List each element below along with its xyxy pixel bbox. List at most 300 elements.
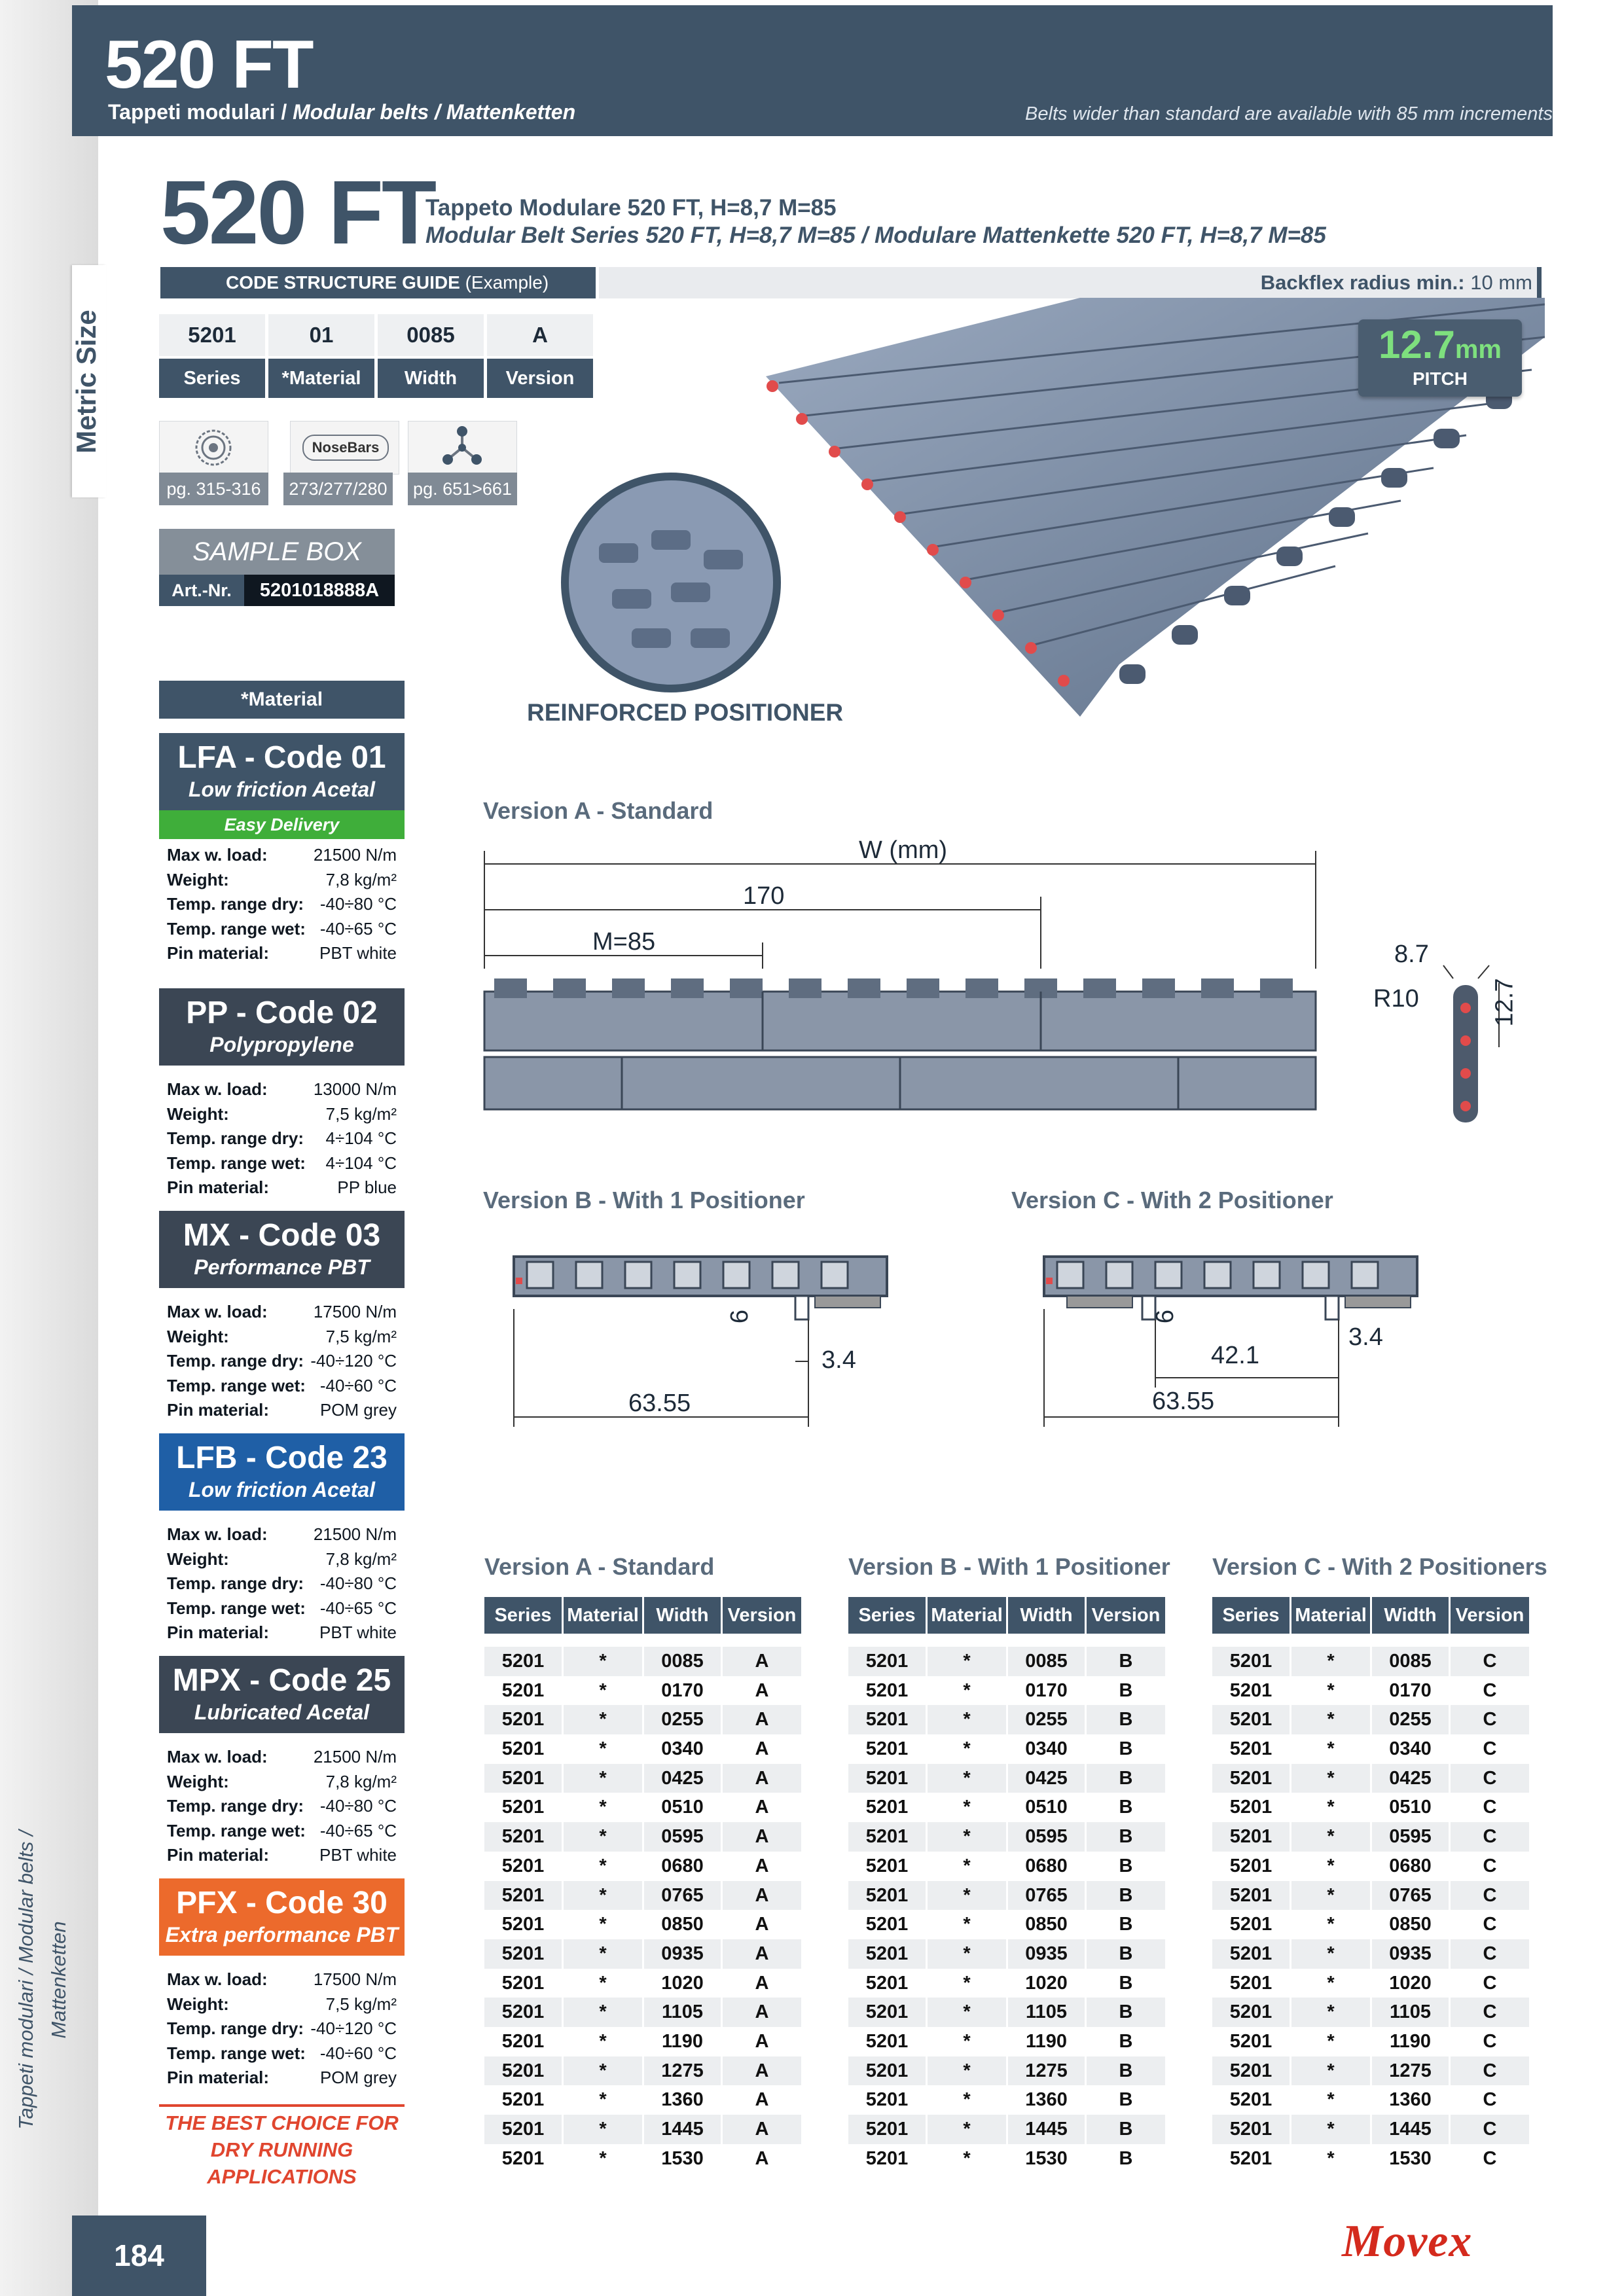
cell-material: * bbox=[928, 1910, 1006, 1939]
table-row bbox=[848, 1969, 1169, 1998]
spec-value: -40÷80 °C bbox=[319, 1573, 397, 1593]
table-row bbox=[484, 1910, 805, 1939]
code-series-label: Series bbox=[159, 359, 265, 398]
sample-box-title: SAMPLE BOX bbox=[159, 529, 395, 575]
cell-series: 5201 bbox=[484, 1822, 562, 1852]
cell-version: B bbox=[1087, 1764, 1165, 1793]
spec-key: Pin material: bbox=[167, 2068, 270, 2087]
cell-version: A bbox=[723, 1705, 801, 1734]
cell-width: 0935 bbox=[644, 1939, 721, 1969]
cell-width: 1105 bbox=[644, 1998, 721, 2027]
table-row bbox=[1212, 1852, 1533, 1881]
table-row bbox=[848, 1764, 1169, 1793]
cell-width: 0935 bbox=[1372, 1939, 1449, 1969]
material-spec bbox=[159, 2066, 405, 2090]
code-guide-example: (Example) bbox=[465, 272, 549, 293]
dim-c-63-55: 63.55 bbox=[1152, 1388, 1215, 1415]
cell-series: 5201 bbox=[484, 2115, 562, 2144]
table-row bbox=[1212, 2056, 1533, 2086]
cell-width: 0680 bbox=[1372, 1852, 1449, 1881]
cell-version: B bbox=[1087, 2144, 1165, 2174]
cell-version: C bbox=[1451, 2056, 1529, 2086]
spec-value: -40÷80 °C bbox=[319, 894, 397, 914]
code-width-label: Width bbox=[378, 359, 484, 398]
cell-version: A bbox=[723, 1852, 801, 1881]
cell-material: * bbox=[928, 1881, 1006, 1910]
dim-b-63-55: 63.55 bbox=[628, 1390, 691, 1417]
table-body bbox=[484, 1647, 805, 2173]
material-spec bbox=[159, 1621, 405, 1645]
cell-material: * bbox=[928, 2144, 1006, 2174]
spec-key: Pin material: bbox=[167, 1400, 270, 1420]
material-spec bbox=[159, 1745, 405, 1770]
table-row bbox=[484, 1881, 805, 1910]
cell-version: B bbox=[1087, 2085, 1165, 2115]
cell-width: 0425 bbox=[644, 1764, 721, 1793]
cell-version: C bbox=[1451, 1764, 1529, 1793]
table-row bbox=[848, 1998, 1169, 2027]
backflex-edge bbox=[1537, 267, 1542, 298]
spec-value: 17500 N/m bbox=[313, 1302, 397, 1321]
cell-version: B bbox=[1087, 1881, 1165, 1910]
product-title: 520 FT bbox=[160, 162, 435, 263]
cell-width: 1190 bbox=[644, 2027, 721, 2056]
cell-series: 5201 bbox=[848, 1910, 926, 1939]
material-name: PP - Code 02 bbox=[186, 996, 378, 1030]
cell-version: B bbox=[1087, 1998, 1165, 2027]
cell-width: 1360 bbox=[1372, 2085, 1449, 2115]
cell-version: B bbox=[1087, 1969, 1165, 1998]
side-vertical-text: Tappeti modulari / Modular belts / Mattenketten bbox=[14, 1830, 70, 2130]
cell-version: A bbox=[723, 1764, 801, 1793]
table-row bbox=[848, 1939, 1169, 1969]
cell-width: 0510 bbox=[644, 1793, 721, 1822]
pitch-label: PITCH bbox=[1413, 368, 1468, 389]
spec-value: 21500 N/m bbox=[313, 1747, 397, 1767]
cell-material: * bbox=[1291, 1705, 1370, 1734]
cell-series: 5201 bbox=[1212, 1793, 1290, 1822]
cell-material: * bbox=[564, 1734, 642, 1764]
cell-version: B bbox=[1087, 1676, 1165, 1706]
cell-version: A bbox=[723, 2085, 801, 2115]
cell-material: * bbox=[1291, 1764, 1370, 1793]
dim-12-7: 12.7 bbox=[1490, 978, 1519, 1027]
spec-key: Max w. load: bbox=[167, 1969, 268, 1989]
table-row bbox=[848, 1734, 1169, 1764]
spec-value: 7,8 kg/m² bbox=[325, 1771, 397, 1791]
cell-version: B bbox=[1087, 2115, 1165, 2144]
table-row bbox=[848, 2085, 1169, 2115]
material-title bbox=[159, 1656, 405, 1733]
material-spec bbox=[159, 1374, 405, 1399]
art-nr-label: Art.-Nr. bbox=[159, 575, 244, 606]
cell-width: 0085 bbox=[1372, 1647, 1449, 1676]
cell-material: * bbox=[1291, 1881, 1370, 1910]
cell-series: 5201 bbox=[484, 1764, 562, 1793]
cell-width: 1445 bbox=[644, 2115, 721, 2144]
version-table bbox=[484, 1597, 805, 2173]
cell-series: 5201 bbox=[484, 1969, 562, 1998]
sprocket-page-label: pg. 315-316 bbox=[159, 473, 268, 505]
cell-series: 5201 bbox=[848, 1939, 926, 1969]
cell-material: * bbox=[928, 1969, 1006, 1998]
material-title bbox=[159, 988, 405, 1066]
dim-170: 170 bbox=[743, 882, 785, 910]
spec-value: POM grey bbox=[319, 1400, 397, 1420]
cell-width: 0680 bbox=[1008, 1852, 1085, 1881]
accessories-page-label: pg. 651>661 bbox=[408, 473, 517, 505]
cell-width: 0425 bbox=[1008, 1764, 1085, 1793]
spec-value: PBT white bbox=[319, 943, 397, 963]
material-spec bbox=[159, 941, 405, 966]
cell-series: 5201 bbox=[484, 1676, 562, 1706]
cell-material: * bbox=[928, 1705, 1006, 1734]
cell-series: 5201 bbox=[848, 2144, 926, 2174]
table-row bbox=[1212, 1822, 1533, 1852]
cell-width: 1275 bbox=[1008, 2056, 1085, 2086]
table-row bbox=[1212, 1705, 1533, 1734]
dim-w: W (mm) bbox=[859, 836, 948, 864]
cell-version: C bbox=[1451, 2085, 1529, 2115]
table-row bbox=[1212, 1734, 1533, 1764]
cell-material: * bbox=[564, 1939, 642, 1969]
cell-width: 0170 bbox=[1008, 1676, 1085, 1706]
cell-width: 1105 bbox=[1008, 1998, 1085, 2027]
cell-width: 1275 bbox=[644, 2056, 721, 2086]
table-header bbox=[848, 1597, 1169, 1634]
table-title: Version C - With 2 Positioners bbox=[1212, 1553, 1547, 1580]
cell-version: C bbox=[1451, 1998, 1529, 2027]
table-title: Version A - Standard bbox=[484, 1553, 715, 1580]
metric-size-label: Metric Size bbox=[71, 310, 101, 454]
spec-value: POM grey bbox=[319, 2068, 397, 2087]
cell-series: 5201 bbox=[848, 2027, 926, 2056]
nosebars-text: NoseBars bbox=[302, 435, 389, 461]
cell-width: 1190 bbox=[1372, 2027, 1449, 2056]
table-header-cell: Series bbox=[1212, 1597, 1290, 1634]
cell-width: 0765 bbox=[1372, 1881, 1449, 1910]
spec-value: -40÷120 °C bbox=[310, 1351, 397, 1371]
code-version-label: Version bbox=[487, 359, 593, 398]
table-row bbox=[848, 1676, 1169, 1706]
spec-key: Weight: bbox=[167, 1549, 229, 1569]
spec-key: Max w. load: bbox=[167, 1747, 268, 1767]
cell-width: 1360 bbox=[1008, 2085, 1085, 2115]
cell-series: 5201 bbox=[1212, 1734, 1290, 1764]
header-subtitle-2: Modular belts / Mattenketten bbox=[293, 100, 576, 124]
cell-series: 5201 bbox=[848, 1881, 926, 1910]
backflex-value: 10 mm bbox=[1470, 271, 1532, 294]
spec-value: 7,8 kg/m² bbox=[325, 869, 397, 889]
cell-series: 5201 bbox=[484, 1998, 562, 2027]
cell-version: C bbox=[1451, 1852, 1529, 1881]
cell-series: 5201 bbox=[484, 1705, 562, 1734]
cell-version: B bbox=[1087, 1910, 1165, 1939]
cell-material: * bbox=[928, 2085, 1006, 2115]
cell-version: A bbox=[723, 1881, 801, 1910]
cell-width: 0255 bbox=[644, 1705, 721, 1734]
cell-material: * bbox=[928, 1764, 1006, 1793]
table-row bbox=[484, 1676, 805, 1706]
positioner-zoom bbox=[560, 471, 782, 694]
table-row bbox=[484, 1647, 805, 1676]
spec-value: -40÷120 °C bbox=[310, 2018, 397, 2038]
spec-key: Pin material: bbox=[167, 1623, 270, 1642]
cell-series: 5201 bbox=[484, 2144, 562, 2174]
table-row bbox=[1212, 2144, 1533, 2174]
cell-width: 0850 bbox=[1008, 1910, 1085, 1939]
movex-logo: Movex bbox=[1342, 2216, 1473, 2267]
material-card bbox=[159, 988, 405, 1200]
header-title: 520 FT bbox=[105, 27, 313, 103]
table-row bbox=[484, 1764, 805, 1793]
table-row bbox=[484, 2085, 805, 2115]
code-width-value: 0085 bbox=[378, 314, 484, 356]
version-table bbox=[848, 1597, 1169, 2173]
spec-key: Weight: bbox=[167, 869, 229, 889]
cell-version: C bbox=[1451, 1705, 1529, 1734]
cell-series: 5201 bbox=[848, 1705, 926, 1734]
material-card bbox=[159, 1211, 405, 1423]
spec-value: 7,8 kg/m² bbox=[325, 1549, 397, 1569]
cell-version: A bbox=[723, 1910, 801, 1939]
spec-value: 7,5 kg/m² bbox=[325, 1994, 397, 2014]
cell-material: * bbox=[564, 1852, 642, 1881]
cell-series: 5201 bbox=[848, 1969, 926, 1998]
material-spec bbox=[159, 1992, 405, 2017]
cell-series: 5201 bbox=[1212, 2056, 1290, 2086]
dim-b-3-4: 3.4 bbox=[821, 1346, 856, 1374]
table-body bbox=[848, 1647, 1169, 2173]
spec-key: Temp. range wet: bbox=[167, 1153, 306, 1173]
cell-series: 5201 bbox=[1212, 2027, 1290, 2056]
cell-version: B bbox=[1087, 1793, 1165, 1822]
cell-series: 5201 bbox=[848, 1734, 926, 1764]
cell-series: 5201 bbox=[1212, 1676, 1290, 1706]
cell-series: 5201 bbox=[1212, 1647, 1290, 1676]
table-header-cell: Width bbox=[1372, 1597, 1449, 1634]
material-spec bbox=[159, 1967, 405, 1992]
material-name: MPX - Code 25 bbox=[172, 1663, 391, 1698]
cell-width: 0765 bbox=[644, 1881, 721, 1910]
cell-version: C bbox=[1451, 1793, 1529, 1822]
table-row bbox=[848, 2027, 1169, 2056]
spec-value: -40÷65 °C bbox=[319, 918, 397, 939]
cell-width: 1020 bbox=[1008, 1969, 1085, 1998]
material-spec bbox=[159, 868, 405, 893]
cell-version: A bbox=[723, 2027, 801, 2056]
product-desc-1: Tappeto Modulare 520 FT, H=8,7 M=85 bbox=[425, 195, 837, 221]
code-series-value: 5201 bbox=[159, 314, 265, 356]
cell-material: * bbox=[1291, 2085, 1370, 2115]
material-spec bbox=[159, 1102, 405, 1127]
cell-version: C bbox=[1451, 1910, 1529, 1939]
cell-series: 5201 bbox=[1212, 1939, 1290, 1969]
cell-version: A bbox=[723, 2144, 801, 2174]
cell-material: * bbox=[1291, 2027, 1370, 2056]
table-row bbox=[1212, 1647, 1533, 1676]
table-row bbox=[1212, 2027, 1533, 2056]
spec-key: Temp. range wet: bbox=[167, 2043, 306, 2063]
version-b-drawing-title: Version B - With 1 Positioner bbox=[483, 1187, 805, 1213]
dim-m85: M=85 bbox=[592, 928, 656, 956]
cell-material: * bbox=[928, 1647, 1006, 1676]
cell-material: * bbox=[928, 1998, 1006, 2027]
version-table bbox=[1212, 1597, 1533, 2173]
best-choice-line-2: DRY RUNNING APPLICATIONS bbox=[207, 2138, 357, 2188]
material-name: LFB - Code 23 bbox=[176, 1441, 388, 1475]
spec-key: Weight: bbox=[167, 1103, 229, 1124]
material-card bbox=[159, 1878, 405, 2090]
cell-material: * bbox=[928, 1676, 1006, 1706]
cell-width: 1105 bbox=[1372, 1998, 1449, 2027]
material-spec bbox=[159, 892, 405, 917]
spec-key: Temp. range dry: bbox=[167, 1796, 304, 1816]
cell-material: * bbox=[564, 2085, 642, 2115]
table-row bbox=[484, 1969, 805, 1998]
cell-series: 5201 bbox=[1212, 1969, 1290, 1998]
dim-r10: R10 bbox=[1373, 985, 1419, 1013]
material-spec bbox=[159, 1325, 405, 1350]
spec-key: Weight: bbox=[167, 1326, 229, 1346]
spec-key: Temp. range dry: bbox=[167, 1573, 304, 1593]
cell-width: 0170 bbox=[1372, 1676, 1449, 1706]
material-spec bbox=[159, 1571, 405, 1596]
code-material-value: 01 bbox=[268, 314, 374, 356]
cell-series: 5201 bbox=[848, 1852, 926, 1881]
table-header-cell: Version bbox=[1087, 1597, 1165, 1634]
cell-series: 5201 bbox=[1212, 1910, 1290, 1939]
dim-c-6: 6 bbox=[1151, 1309, 1180, 1324]
spec-key: Temp. range dry: bbox=[167, 1128, 304, 1148]
material-spec bbox=[159, 2041, 405, 2066]
material-spec bbox=[159, 1300, 405, 1325]
spec-key: Temp. range dry: bbox=[167, 1351, 304, 1371]
cell-width: 0680 bbox=[644, 1852, 721, 1881]
cell-series: 5201 bbox=[848, 2085, 926, 2115]
spec-key: Temp. range dry: bbox=[167, 894, 304, 914]
cell-width: 0595 bbox=[1008, 1822, 1085, 1852]
cell-width: 1530 bbox=[1008, 2144, 1085, 2174]
cell-width: 0340 bbox=[1372, 1734, 1449, 1764]
spec-key: Pin material: bbox=[167, 1845, 270, 1865]
cell-version: B bbox=[1087, 1852, 1165, 1881]
pitch-value bbox=[1358, 322, 1522, 367]
easy-delivery-badge: Easy Delivery bbox=[159, 810, 405, 839]
cell-series: 5201 bbox=[848, 1793, 926, 1822]
accessories-icon bbox=[408, 421, 517, 475]
cell-material: * bbox=[1291, 1969, 1370, 1998]
cell-width: 1530 bbox=[644, 2144, 721, 2174]
version-c-drawing-title: Version C - With 2 Positioner bbox=[1011, 1187, 1333, 1213]
table-row bbox=[484, 2027, 805, 2056]
cell-series: 5201 bbox=[484, 2027, 562, 2056]
cell-version: A bbox=[723, 2115, 801, 2144]
table-row bbox=[484, 1939, 805, 1969]
page-number: 184 bbox=[114, 2238, 164, 2272]
table-row bbox=[1212, 1793, 1533, 1822]
material-card bbox=[159, 1433, 405, 1645]
cell-version: C bbox=[1451, 1939, 1529, 1969]
table-header-cell: Series bbox=[484, 1597, 562, 1634]
backflex-label: Backflex radius min.: bbox=[1260, 271, 1465, 294]
cell-material: * bbox=[564, 1910, 642, 1939]
spec-key: Max w. load: bbox=[167, 1524, 268, 1544]
spec-value: 21500 N/m bbox=[313, 1524, 397, 1544]
spec-value: -40÷65 °C bbox=[319, 1598, 397, 1618]
cell-series: 5201 bbox=[848, 1647, 926, 1676]
material-spec bbox=[159, 1794, 405, 1819]
table-row bbox=[848, 1910, 1169, 1939]
table-row bbox=[484, 1998, 805, 2027]
table-header-cell: Material bbox=[1291, 1597, 1370, 1634]
cell-series: 5201 bbox=[848, 1998, 926, 2027]
cell-material: * bbox=[928, 1734, 1006, 1764]
table-body bbox=[1212, 1647, 1533, 2173]
cell-material: * bbox=[564, 1998, 642, 2027]
spec-value: -40÷60 °C bbox=[319, 1375, 397, 1395]
code-material-label: *Material bbox=[268, 359, 374, 398]
cell-material: * bbox=[564, 1764, 642, 1793]
dim-c-3-4: 3.4 bbox=[1348, 1323, 1383, 1351]
cell-series: 5201 bbox=[484, 2085, 562, 2115]
cell-width: 0850 bbox=[644, 1910, 721, 1939]
cell-material: * bbox=[1291, 2115, 1370, 2144]
spec-value: -40÷60 °C bbox=[319, 2043, 397, 2063]
spec-value: 4÷104 °C bbox=[325, 1128, 397, 1148]
material-title bbox=[159, 1211, 405, 1288]
cell-series: 5201 bbox=[848, 1822, 926, 1852]
cell-material: * bbox=[564, 1647, 642, 1676]
cell-version: C bbox=[1451, 2027, 1529, 2056]
cell-series: 5201 bbox=[1212, 2115, 1290, 2144]
reinforced-positioner-label: REINFORCED POSITIONER bbox=[527, 699, 844, 726]
table-row bbox=[1212, 2115, 1533, 2144]
header-subtitle-1: Tappeti modulari / bbox=[108, 100, 287, 124]
table-header-cell: Version bbox=[1451, 1597, 1529, 1634]
cell-version: B bbox=[1087, 2027, 1165, 2056]
spec-key: Max w. load: bbox=[167, 845, 268, 865]
cell-version: A bbox=[723, 1822, 801, 1852]
cell-material: * bbox=[564, 1822, 642, 1852]
cell-width: 0085 bbox=[1008, 1647, 1085, 1676]
material-spec bbox=[159, 1819, 405, 1844]
table-row bbox=[484, 1822, 805, 1852]
table-header-cell: Series bbox=[848, 1597, 926, 1634]
material-header: *Material bbox=[159, 681, 405, 719]
spec-key: Pin material: bbox=[167, 1177, 270, 1197]
cell-material: * bbox=[1291, 1852, 1370, 1881]
cell-version: C bbox=[1451, 1676, 1529, 1706]
cell-series: 5201 bbox=[848, 2056, 926, 2086]
table-header-cell: Width bbox=[644, 1597, 721, 1634]
cell-material: * bbox=[564, 2115, 642, 2144]
spec-key: Weight: bbox=[167, 1771, 229, 1791]
dim-b-6: 6 bbox=[726, 1309, 754, 1324]
material-title bbox=[159, 1878, 405, 1956]
cell-material: * bbox=[928, 2115, 1006, 2144]
cell-series: 5201 bbox=[484, 1793, 562, 1822]
cell-material: * bbox=[564, 1969, 642, 1998]
cell-width: 1020 bbox=[1372, 1969, 1449, 1998]
table-row bbox=[848, 1647, 1169, 1676]
cell-version: C bbox=[1451, 1969, 1529, 1998]
material-desc: Extra performance PBT bbox=[165, 1923, 399, 1946]
cell-material: * bbox=[1291, 2056, 1370, 2086]
cell-series: 5201 bbox=[484, 1647, 562, 1676]
code-version-value: A bbox=[487, 314, 593, 356]
table-row bbox=[1212, 1910, 1533, 1939]
